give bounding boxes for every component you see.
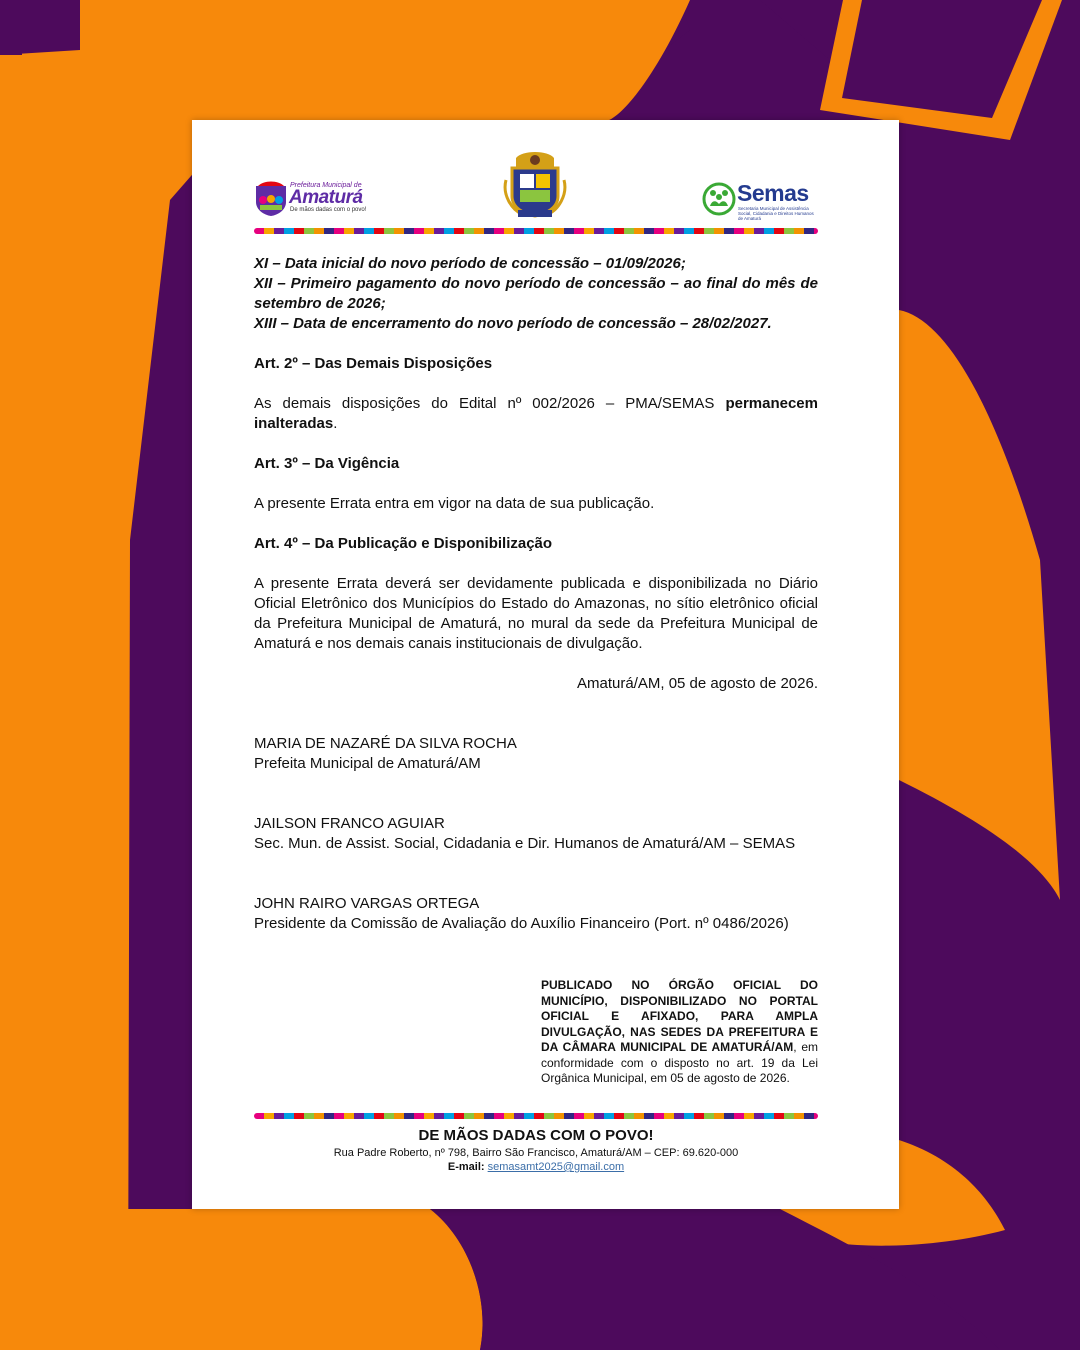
item-xii: XII – Primeiro pagamento do novo período de concessão – ao final do mês de setembro de 2026; [254, 275, 818, 312]
amatura-logo-name: Amaturá [289, 187, 363, 208]
publication-note [541, 978, 818, 1087]
footer-email-line [254, 1160, 818, 1174]
art2-bold-text: permanecem inalteradas [254, 395, 818, 432]
art2-title: Art. 2º – Das Demais Disposições [254, 355, 493, 372]
semas-logo-subtitle: Secretaria Municipal de Assistência Social, Cidadania e Direitos Humanos de Amaturá [738, 206, 814, 221]
art4-title: Art. 4º – Da Publicação e Disponibilização [254, 535, 553, 552]
place-date: Amaturá/AM, 05 de agosto de 2026. [577, 675, 818, 692]
document-header [254, 150, 818, 240]
signature-block [254, 894, 818, 934]
signature-block [254, 734, 818, 774]
semas-logo-name: Semas [737, 180, 809, 206]
amatura-logo-small-text: Prefeitura Municipal de [290, 182, 362, 189]
municipal-crest-icon [502, 150, 568, 220]
footer-email-label: E-mail: [447, 1161, 485, 1173]
semas-logo [702, 180, 818, 221]
art2-text: As demais disposições do Edital nº 002/2026 – PMA/SEMAS [254, 395, 715, 412]
amatura-logo-slogan: De mãos dadas com o povo! [290, 207, 367, 213]
document-body [254, 254, 818, 934]
item-xiii: XIII – Data de encerramento do novo período de concessão – 28/02/2027. [254, 315, 772, 332]
publication-note-bold: PUBLICADO NO ÓRGÃO OFICIAL DO MUNICÍPIO, DISPONIBILIZADO NO PORTAL OFICIAL E AFIXADO, PARA AMPLA DIVULGAÇÃO, NAS SEDES DA PREFEITURA E DA CÂMARA MUNICIPAL DE AMATURÁ/AM [541, 978, 818, 1054]
footer-slogan: DE MÃOS DADAS COM O POVO! [418, 1127, 654, 1144]
item-xi: XI – Data inicial do novo período de concessão – 01/09/2026; [254, 255, 686, 272]
art2-paragraph [254, 394, 818, 434]
footer-email-link[interactable]: semasamt2025@gmail.com [487, 1161, 625, 1173]
prefeitura-amatura-logo [254, 178, 367, 218]
art4-text: A presente Errata deverá ser devidamente publicada e disponibilizada no Diário Oficial Eletrônico dos Municípios do Estado do Amazonas, no sítio eletrônico oficial da Prefeitura Municipal de Amaturá, no mural da sede da Prefeitura Municipal de Amaturá e nos demais canais institucionais de divulgação. [254, 575, 818, 652]
signature-name: JAILSON FRANCO AGUIAR [254, 815, 445, 832]
art3-title: Art. 3º – Da Vigência [254, 455, 400, 472]
footer-address: Rua Padre Roberto, nº 798, Bairro São Francisco, Amaturá/AM – CEP: 69.620-000 [333, 1147, 739, 1159]
publication-note-text: , em conformidade com o disposto no art. 19 da Lei Orgânica Municipal, em 05 de agosto de 2026. [541, 1040, 818, 1085]
signature-role: Prefeita Municipal de Amaturá/AM [254, 755, 481, 772]
art2-period: . [333, 415, 338, 432]
document-footer [254, 1126, 818, 1174]
semas-people-icon [702, 182, 736, 216]
colorful-divider-bottom [254, 1113, 818, 1119]
signature-role: Presidente da Comissão de Avaliação do Auxílio Financeiro (Port. nº 0486/2026) [254, 915, 789, 932]
signature-role: Sec. Mun. de Assist. Social, Cidadania e Dir. Humanos de Amaturá/AM – SEMAS [254, 835, 796, 852]
colorful-divider-top [254, 228, 818, 234]
document-page [192, 120, 899, 1209]
signature-block [254, 814, 818, 854]
amatura-emblem-icon [254, 180, 288, 216]
signature-name: MARIA DE NAZARÉ DA SILVA ROCHA [254, 735, 517, 752]
signature-name: JOHN RAIRO VARGAS ORTEGA [254, 895, 480, 912]
art3-text: A presente Errata entra em vigor na data de sua publicação. [254, 495, 655, 512]
